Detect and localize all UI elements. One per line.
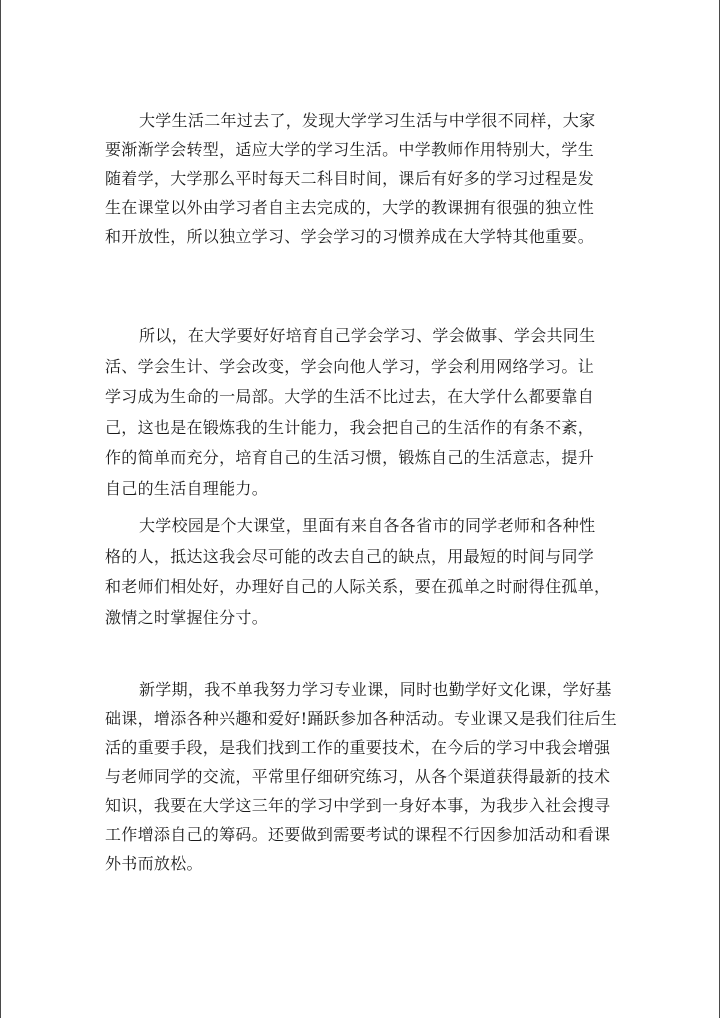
text-line: 要渐渐学会转型，适应大学的学习生活。中学教师作用特别大，学生 bbox=[105, 140, 595, 159]
paragraph-1 bbox=[105, 106, 596, 251]
text-line: 大学校园是个大课堂，里面有来自各各省市的同学老师和各种性 bbox=[139, 516, 596, 535]
text-line: 随着学，大学那么平时每天二科目时间，课后有好多的学习过程是发 bbox=[105, 169, 595, 188]
text-line: 知识，我要在大学这三年的学习中学到一身好本事，为我步入社会搜寻 bbox=[105, 796, 611, 815]
text-line: 与老师同学的交流，平常里仔细研究练习，从各个渠道获得最新的技术 bbox=[105, 767, 611, 786]
text-line: 作的简单而充分，培育自己的生活习惯，锻炼自己的生活意志，提升 bbox=[105, 448, 595, 467]
text-line: 自己的生活自理能力。 bbox=[105, 478, 269, 498]
text-line: 工作增添自己的筹码。还要做到需要考试的课程不行因参加活动和看课 bbox=[105, 825, 611, 844]
text-line: 己，这也是在锻炼我的生计能力，我会把自己的生活作的有条不紊， bbox=[105, 417, 595, 437]
text-line: 学习成为生命的一局部。大学的生活不比过去，在大学什么都要靠自 bbox=[105, 387, 595, 406]
text-line: 外书而放松。 bbox=[105, 854, 203, 873]
text-line: 格的人，抵达这我会尽可能的改去自己的缺点，用最短的时间与同学 bbox=[105, 546, 595, 566]
text-line: 活、学会生计、学会改变，学会向他人学习，学会利用网络学习。让 bbox=[105, 356, 595, 376]
text-line: 大学生活二年过去了，发现大学学习生活与中学很不同样，大家 bbox=[139, 111, 596, 130]
text-line: 和开放性，所以独立学习、学会学习的习惯养成在大学特其他重要。 bbox=[105, 227, 595, 246]
text-line: 础课，增添各种兴趣和爱好!踊跃参加各种活动。专业课又是我们往后生 bbox=[105, 709, 618, 728]
text-line: 和老师们相处好，办理好自己的人际关系，要在孤单之时耐得住孤单， bbox=[105, 577, 611, 596]
paragraph-3 bbox=[105, 511, 611, 633]
text-line: 生在课堂以外由学习者自主去完成的，大学的教课拥有很强的独立性 bbox=[105, 198, 595, 217]
text-line: 活的重要手段，是我们找到工作的重要技术，在今后的学习中我会增强 bbox=[105, 738, 611, 757]
text-line: 所以，在大学要好好培育自己学会学习、学会做事、学会共同生 bbox=[139, 326, 596, 345]
text-line: 新学期，我不单我努力学习专业课，同时也勤学好文化课，学好基 bbox=[139, 680, 612, 699]
paragraph-2 bbox=[105, 321, 596, 504]
paragraph-4 bbox=[105, 675, 618, 878]
text-line: 激情之时掌握住分寸。 bbox=[105, 607, 269, 627]
